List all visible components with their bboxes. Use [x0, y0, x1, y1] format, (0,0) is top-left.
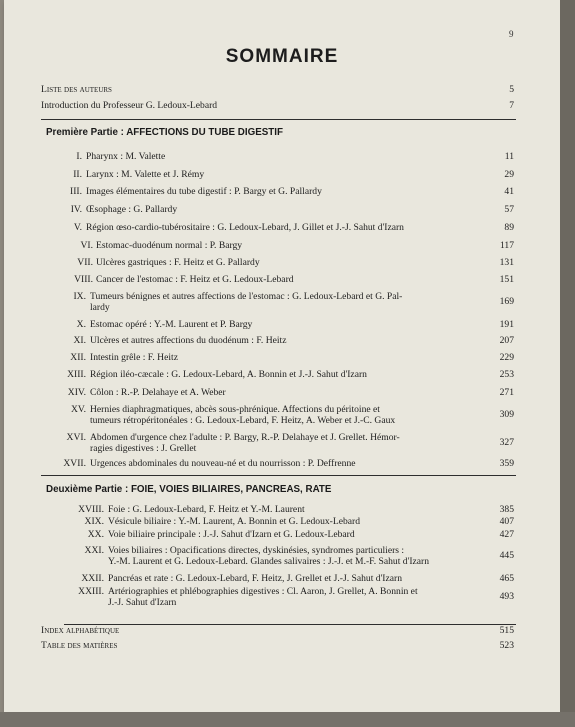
entry-page: 29: [504, 169, 514, 180]
chapter-number: XVII.: [63, 458, 86, 469]
chapter-title: Pancréas et rate : G. Ledoux-Lebard, F. Heitz, J. Grellet et J.-J. Sahut d'Izarn: [108, 574, 403, 584]
chapter-number: VIII.: [74, 274, 93, 285]
entry-page: 57: [504, 204, 514, 215]
chapter-title-continued: tumeurs rétropéritonéales : G. Ledoux-Lebard, F. Heitz, A. Weber et J.-C. Gaux: [90, 415, 396, 426]
chapter-number: XII.: [70, 352, 86, 363]
chapter-number: X.: [76, 319, 86, 330]
separator-line: [41, 119, 516, 120]
page-edge-shadow: [560, 0, 575, 727]
entry-page: 445: [499, 550, 514, 561]
entry-page: 407: [499, 516, 514, 527]
chapter-title-continued: Y.-M. Laurent et G. Ledoux-Lebard. Glandes salivaires : J.-J. et M.-F. Sahut d'Izarn: [108, 556, 430, 567]
chapter-title: Intestin grêle : F. Heitz: [90, 353, 178, 363]
chapter-number: VII.: [77, 257, 93, 268]
chapter-title: Pharynx : M. Valette: [86, 152, 166, 162]
entry-page: 515: [499, 625, 514, 636]
entry-page: 465: [499, 573, 514, 584]
entry-page: 117: [499, 240, 514, 251]
chapter-title: Urgences abdominales du nouveau-né et du nourrisson : P. Deffrenne: [90, 459, 356, 469]
entry-title: Liste des auteurs: [41, 85, 112, 95]
part-heading: Deuxième Partie : FOIE, VOIES BILIAIRES, PANCREAS, RATE: [46, 484, 332, 495]
chapter-number: XXII.: [81, 573, 104, 584]
entry-page: 41: [504, 186, 514, 197]
chapter-number: XV.: [70, 404, 86, 415]
page-bottom-shadow: [0, 712, 575, 727]
entry-page: 309: [499, 409, 514, 420]
chapter-title: Côlon : R.-P. Delahaye et A. Weber: [90, 388, 226, 398]
chapter-title: Hernies diaphragmatiques, abcès sous-phrénique. Affections du péritoine et: [90, 405, 380, 415]
chapter-title-continued: lardy: [90, 302, 110, 313]
chapter-title: Estomac opéré : Y.-M. Laurent et P. Bargy: [90, 320, 253, 330]
chapter-title: Région iléo-cæcale : G. Ledoux-Lebard, A. Bonnin et J.-J. Sahut d'Izarn: [90, 370, 367, 380]
entry-page: 427: [499, 529, 514, 540]
entry-page: 151: [499, 274, 514, 285]
chapter-title: Ulcères gastriques : F. Heitz et G. Pallardy: [96, 258, 260, 268]
entry-page: 385: [499, 504, 514, 515]
chapter-number: VI.: [80, 240, 93, 251]
chapter-number: II.: [73, 169, 82, 180]
entry-page: 207: [499, 335, 514, 346]
chapter-title: Foie : G. Ledoux-Lebard, F. Heitz et Y.-M. Laurent: [108, 505, 305, 515]
chapter-number: XI.: [73, 335, 86, 346]
entry-page: 523: [499, 640, 514, 651]
chapter-number: III.: [70, 186, 82, 197]
chapter-number: XXIII.: [78, 586, 104, 597]
chapter-title: Tumeurs bénignes et autres affections de l'estomac : G. Ledoux-Lebard et G. Pal-: [90, 292, 403, 302]
chapter-title: Voies biliaires : Opacifications directes, dyskinésies, syndromes particuliers :: [108, 546, 405, 556]
separator-line: [41, 475, 516, 476]
chapter-title: Vésicule biliaire : Y.-M. Laurent, A. Bonnin et G. Ledoux-Lebard: [108, 517, 361, 527]
chapter-title: Œsophage : G. Pallardy: [86, 205, 178, 215]
chapter-number: XXI.: [84, 545, 104, 556]
entry-page: 493: [499, 591, 514, 602]
chapter-title: Voie biliaire principale : J.-J. Sahut d'Izarn et G. Ledoux-Lebard: [108, 530, 355, 540]
chapter-title-continued: J.-J. Sahut d'Izarn: [108, 597, 177, 608]
chapter-number: XVIII.: [78, 504, 104, 515]
chapter-number: XVI.: [66, 432, 86, 443]
chapter-number: XIII.: [67, 369, 86, 380]
chapter-number: XX.: [87, 529, 104, 540]
chapter-title: Abdomen d'urgence chez l'adulte : P. Bargy, R.-P. Delahaye et J. Grellet. Hémor-: [90, 433, 400, 443]
entry-page: 11: [504, 151, 514, 162]
chapter-title: Ulcères et autres affections du duodénum : F. Heitz: [90, 336, 287, 346]
entry-page: 253: [499, 369, 514, 380]
entry-title: Introduction du Professeur G. Ledoux-Lebard: [41, 101, 218, 111]
entry-page: 191: [499, 319, 514, 330]
entry-page: 327: [499, 437, 514, 448]
part-heading: Première Partie : AFFECTIONS DU TUBE DIGESTIF: [46, 127, 283, 138]
entry-title: Table des matières: [41, 641, 118, 651]
chapter-number: XIV.: [67, 387, 86, 398]
entry-page: 229: [499, 352, 514, 363]
chapter-title-continued: ragies digestives : J. Grellet: [90, 443, 197, 454]
entry-page: 7: [509, 100, 514, 111]
chapter-number: IX.: [73, 291, 86, 302]
chapter-number: IV.: [70, 204, 82, 215]
entry-page: 89: [504, 222, 514, 233]
chapter-number: XIX.: [84, 516, 104, 527]
chapter-title: Région œso-cardio-tubérositaire : G. Ledoux-Lebard, J. Gillet et J.-J. Sahut d'Izarn: [86, 223, 404, 233]
page-title: SOMMAIRE: [225, 46, 339, 67]
chapter-title: Larynx : M. Valette et J. Rémy: [86, 170, 205, 180]
entry-page: 359: [499, 458, 514, 469]
page-number: 9: [509, 29, 514, 39]
entry-page: 169: [499, 296, 514, 307]
entry-page: 131: [499, 257, 514, 268]
chapter-title: Images élémentaires du tube digestif : P. Bargy et G. Pallardy: [86, 187, 322, 197]
book-page: [4, 0, 560, 712]
chapter-title: Estomac-duodénum normal : P. Bargy: [96, 241, 243, 251]
separator-line: [64, 624, 516, 625]
entry-page: 271: [499, 387, 514, 398]
entry-page: 5: [509, 84, 514, 95]
entry-title: Index alphabétique: [41, 626, 120, 636]
chapter-number: V.: [73, 222, 82, 233]
chapter-title: Artériographies et phlébographies digestives : Cl. Aaron, J. Grellet, A. Bonnin et: [108, 587, 418, 597]
chapter-title: Cancer de l'estomac : F. Heitz et G. Ledoux-Lebard: [96, 275, 294, 285]
chapter-number: I.: [76, 151, 82, 162]
